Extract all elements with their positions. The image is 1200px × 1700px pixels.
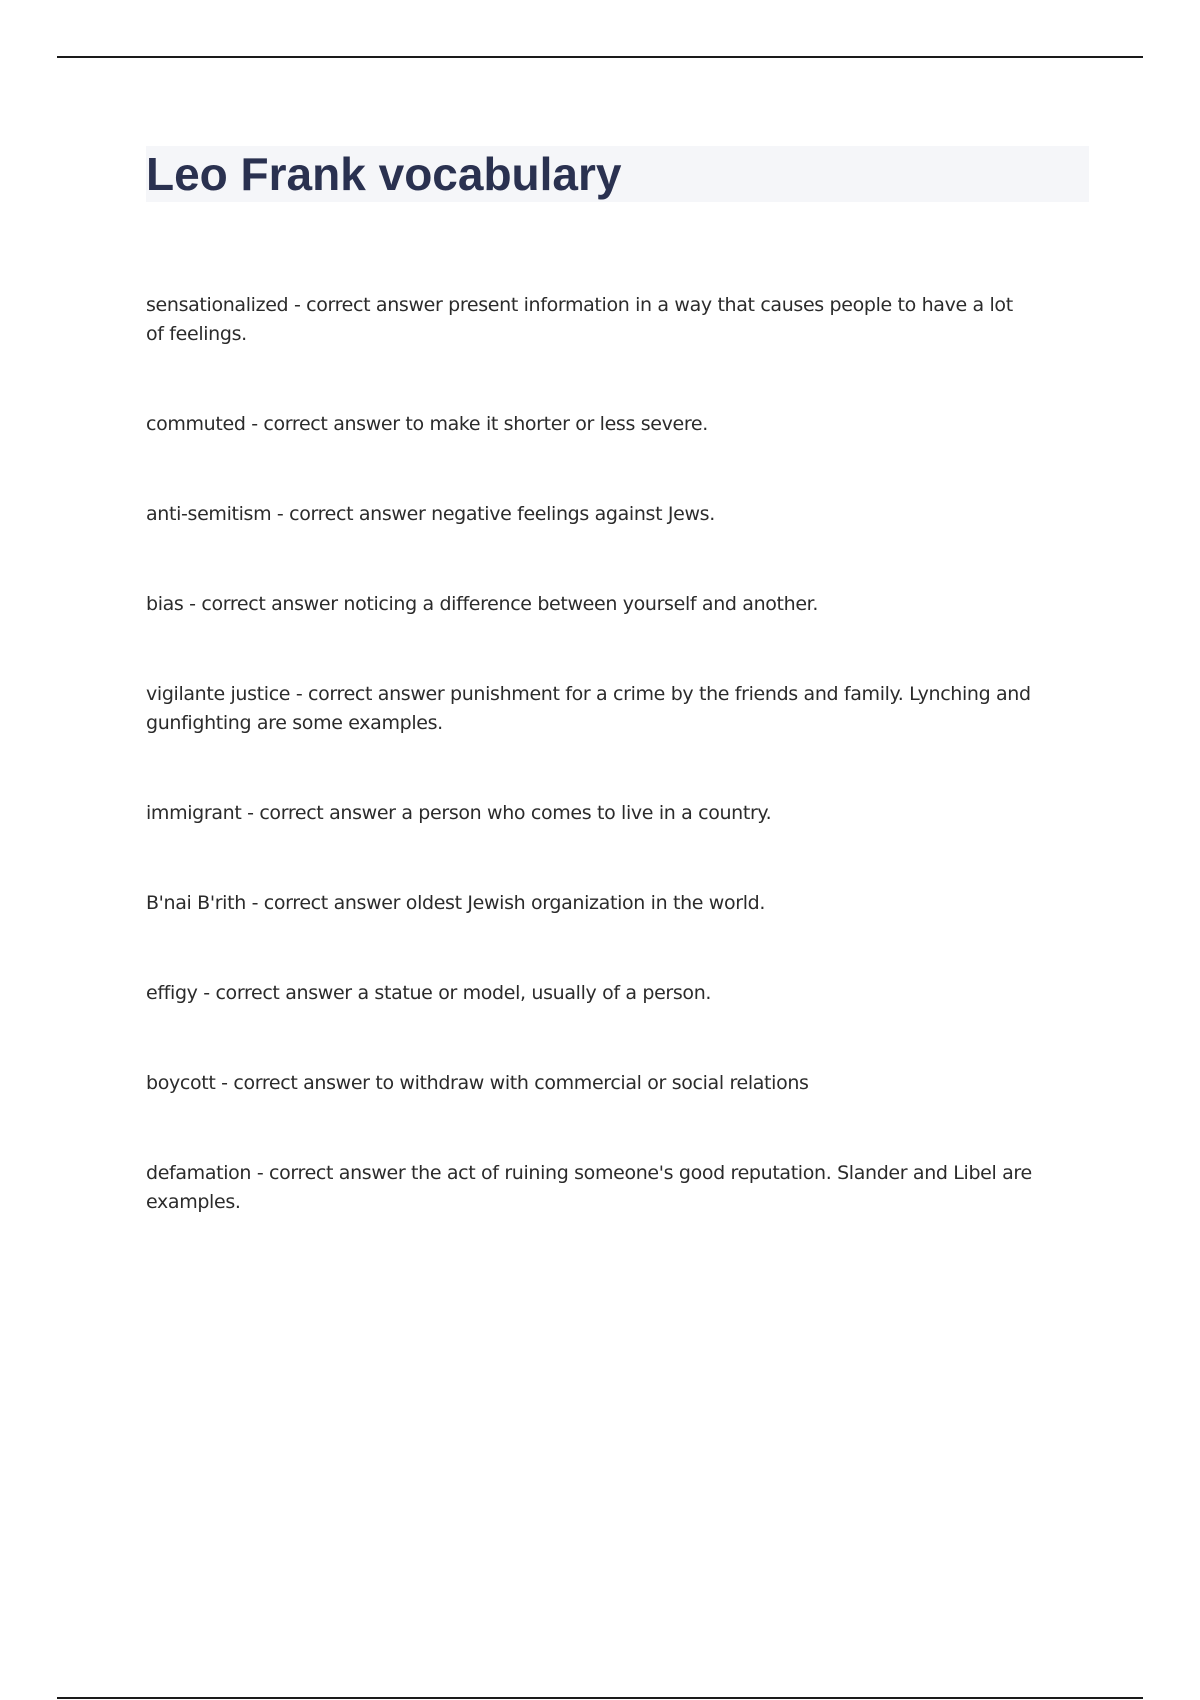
vocabulary-entry <box>146 410 1036 439</box>
entry-term: effigy - <box>146 982 215 1004</box>
vocabulary-entry <box>146 979 1036 1008</box>
top-rule <box>57 56 1143 58</box>
entry-definition: the act of ruining someone's good reputation. Slander and Libel are examples. <box>146 1162 1032 1213</box>
entry-definition: present information in a way that causes people to have a lot of feelings. <box>146 294 1013 345</box>
entry-definition: a person who comes to live in a country. <box>401 802 772 824</box>
bottom-rule <box>57 1697 1143 1699</box>
entry-term: bias - <box>146 593 201 615</box>
entry-term: B'nai B'rith - <box>146 892 264 914</box>
page-title: Leo Frank vocabulary <box>146 148 622 200</box>
entry-definition: oldest Jewish organization in the world. <box>405 892 766 914</box>
entry-answer-label: correct answer <box>263 892 401 914</box>
entry-answer-label: correct answer <box>289 503 426 525</box>
entry-term: immigrant - <box>146 802 259 824</box>
entry-answer-label: correct answer <box>233 1072 370 1094</box>
entry-definition: to withdraw with commercial or social relations <box>375 1072 809 1094</box>
vocabulary-list <box>146 291 1036 1278</box>
vocabulary-entry <box>146 1069 1036 1098</box>
entry-answer-label: correct answer <box>306 294 443 316</box>
entry-definition: negative feelings against Jews. <box>431 503 715 525</box>
entry-definition: punishment for a crime by the friends and family. Lynching and gunfighting are some examples. <box>146 683 1031 734</box>
vocabulary-entry <box>146 590 1036 619</box>
entry-definition: noticing a difference between yourself and another. <box>343 593 819 615</box>
vocabulary-entry <box>146 799 1036 828</box>
entry-term: sensationalized - <box>146 294 306 316</box>
entry-answer-label: correct answer <box>263 413 400 435</box>
entry-term: defamation - <box>146 1162 269 1184</box>
entry-definition: to make it shorter or less severe. <box>405 413 708 435</box>
vocabulary-entry <box>146 889 1036 918</box>
entry-answer-label: correct answer <box>269 1162 406 1184</box>
vocabulary-entry <box>146 1159 1036 1217</box>
vocabulary-entry <box>146 680 1036 738</box>
entry-answer-label: correct answer <box>201 593 338 615</box>
entry-term: anti-semitism - <box>146 503 289 525</box>
vocabulary-entry <box>146 291 1036 349</box>
entry-definition: a statue or model, usually of a person. <box>357 982 712 1004</box>
entry-answer-label: correct answer <box>215 982 352 1004</box>
entry-term: commuted - <box>146 413 263 435</box>
vocabulary-entry <box>146 500 1036 529</box>
entry-term: boycott - <box>146 1072 233 1094</box>
entry-answer-label: correct answer <box>259 802 396 824</box>
entry-term: vigilante justice - <box>146 683 308 705</box>
entry-answer-label: correct answer <box>308 683 445 705</box>
